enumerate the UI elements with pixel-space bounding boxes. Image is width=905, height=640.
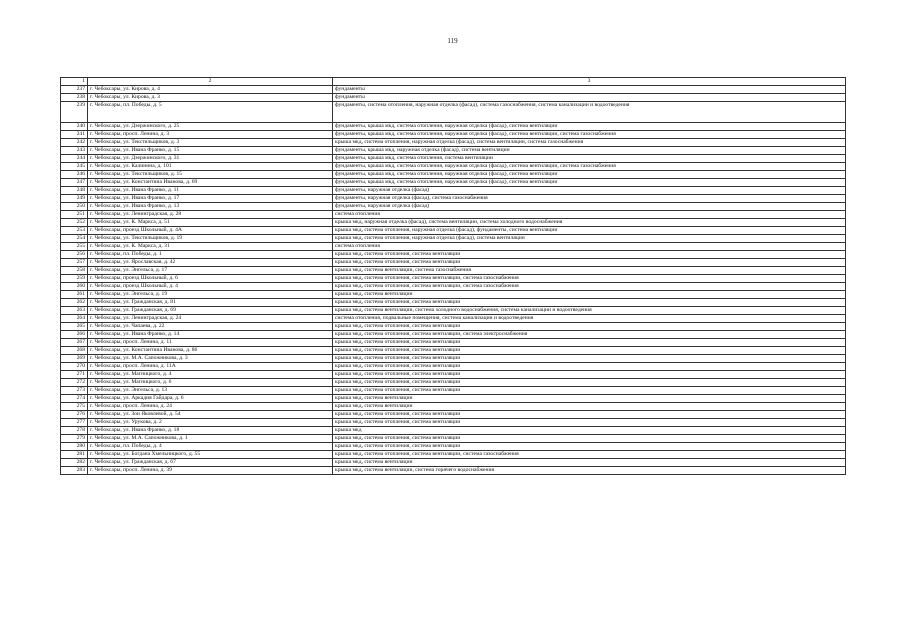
row-works: крыша мкд, система отопления, система вентиляции xyxy=(333,443,846,451)
row-number: 269 xyxy=(61,355,88,363)
row-number: 253 xyxy=(61,227,88,235)
row-address: г. Чебоксары, ул. Ивана Франко, д. 18 xyxy=(88,427,333,435)
row-address: г. Чебоксары, ул. Ивана Франко, д. 11 xyxy=(88,187,333,195)
table-row xyxy=(61,427,846,435)
table-row xyxy=(61,291,846,299)
row-number: 241 xyxy=(61,131,88,139)
table-row xyxy=(61,86,846,94)
table-row xyxy=(61,275,846,283)
row-address: г. Чебоксары, ул. Текстильщиков, д. 19 xyxy=(88,235,333,243)
row-number: 258 xyxy=(61,267,88,275)
row-works: крыша мкд, система отопления, система вентиляции xyxy=(333,371,846,379)
row-works: фундаменты, система отопления, наружная отделка (фасад), система газоснабжения, система канализации и водоотведения xyxy=(333,102,846,123)
table-row xyxy=(61,203,846,211)
row-address: г. Чебоксары, ул. Гражданская, д. 81 xyxy=(88,299,333,307)
row-number: 280 xyxy=(61,443,88,451)
table-row xyxy=(61,147,846,155)
row-number: 249 xyxy=(61,195,88,203)
table-row xyxy=(61,395,846,403)
row-works: крыша мкд, система отопления, система вентиляции xyxy=(333,323,846,331)
row-address: г. Чебоксары, ул. Ленинградская, д. 24 xyxy=(88,315,333,323)
row-address: г. Чебоксары, проезд Школьный, д. 4 xyxy=(88,283,333,291)
row-number: 274 xyxy=(61,395,88,403)
row-number: 261 xyxy=(61,291,88,299)
row-address: г. Чебоксары, ул. Гражданская, д. 69 xyxy=(88,307,333,315)
table-row xyxy=(61,331,846,339)
row-works: крыша мкд, система отопления, наружная отделка (фасад), система вентиляции, система газоснабжения xyxy=(333,139,846,147)
table-row xyxy=(61,307,846,315)
row-works: крыша мкд, система вентиляции, система холодного водоснабжения, система канализации и водоотведения xyxy=(333,307,846,315)
table-row xyxy=(61,227,846,235)
row-number: 270 xyxy=(61,363,88,371)
row-address: г. Чебоксары, ул. Ивана Франко, д. 13 xyxy=(88,203,333,211)
page-number: 119 xyxy=(447,37,458,45)
row-address: г. Чебоксары, ул. Дзержинского, д. 25 xyxy=(88,123,333,131)
row-address: г. Чебоксары, ул. К. Маркса, д. 51 xyxy=(88,219,333,227)
row-address: г. Чебоксары, ул. Дзержинского, д. 31 xyxy=(88,155,333,163)
row-address: г. Чебоксары, ул. Энгельса, д. 17 xyxy=(88,267,333,275)
row-works: крыша мкд, система отопления, система вентиляции xyxy=(333,435,846,443)
row-works: крыша мкд, система отопления, система вентиляции xyxy=(333,259,846,267)
row-address: г. Чебоксары, ул. Магницкого, д. 6 xyxy=(88,379,333,387)
table-row xyxy=(61,187,846,195)
row-number: 268 xyxy=(61,347,88,355)
row-works: крыша мкд, система отопления, система вентиляции, система электроснабжения xyxy=(333,331,846,339)
row-works: крыша мкд, система отопления, система вентиляции, система газоснабжения xyxy=(333,451,846,459)
row-number: 237 xyxy=(61,86,88,94)
row-address: г. Чебоксары, ул. М.А. Сапожникова, д. 1 xyxy=(88,435,333,443)
table-row xyxy=(61,379,846,387)
table-row xyxy=(61,323,846,331)
table-row xyxy=(61,435,846,443)
row-works: крыша мкд, система отопления, наружная отделка (фасад), фундаменты, система вентиляции xyxy=(333,227,846,235)
row-number: 238 xyxy=(61,94,88,102)
row-number: 272 xyxy=(61,379,88,387)
housing-repair-table xyxy=(60,77,846,475)
row-number: 259 xyxy=(61,275,88,283)
row-works: крыша мкд, система вентиляции, система газоснабжения xyxy=(333,267,846,275)
row-address: г. Чебоксары, ул. Чапаева, д. 22 xyxy=(88,323,333,331)
row-works: система отопления xyxy=(333,211,846,219)
row-address: г. Чебоксары, ул. Константина Иванова, д. 86 xyxy=(88,347,333,355)
row-works: крыша мкд, система отопления, система вентиляции xyxy=(333,355,846,363)
row-number: 239 xyxy=(61,102,88,123)
table-row xyxy=(61,419,846,427)
row-works: крыша мкд, система вентиляции xyxy=(333,291,846,299)
row-number: 275 xyxy=(61,403,88,411)
row-works: фундаменты xyxy=(333,94,846,102)
row-works: крыша мкд, система отопления, система вентиляции xyxy=(333,251,846,259)
row-address: г. Чебоксары, ул. Аркадия Гайдара, д. 6 xyxy=(88,395,333,403)
row-works: фундаменты, крыша мкд, наружная отделка (фасад), система вентиляции xyxy=(333,147,846,155)
table-row xyxy=(61,195,846,203)
row-works: фундаменты, крыша мкд, система отопления, наружная отделка (фасад), система вентиляции xyxy=(333,123,846,131)
row-works: крыша мкд, система отопления, система вентиляции xyxy=(333,419,846,427)
row-number: 256 xyxy=(61,251,88,259)
table-row xyxy=(61,451,846,459)
table-row xyxy=(61,171,846,179)
table-row xyxy=(61,211,846,219)
row-works: система отопления xyxy=(333,243,846,251)
row-number: 279 xyxy=(61,435,88,443)
row-number: 243 xyxy=(61,147,88,155)
row-number: 254 xyxy=(61,235,88,243)
table-row xyxy=(61,371,846,379)
row-address: г. Чебоксары, ул. Богдана Хмельницкого, д. 55 xyxy=(88,451,333,459)
table-row xyxy=(61,403,846,411)
table-row xyxy=(61,339,846,347)
row-number: 247 xyxy=(61,179,88,187)
row-number: 265 xyxy=(61,323,88,331)
row-number: 245 xyxy=(61,163,88,171)
row-address: г. Чебоксары, просп. Ленина, д. 11 xyxy=(88,339,333,347)
table-row xyxy=(61,139,846,147)
row-address: г. Чебоксары, ул. Энгельса, д. 13 xyxy=(88,387,333,395)
row-number: 251 xyxy=(61,211,88,219)
row-number: 244 xyxy=(61,155,88,163)
row-works: фундаменты, наружная отделка (фасад) xyxy=(333,187,846,195)
row-number: 281 xyxy=(61,451,88,459)
row-address: г. Чебоксары, ул. Гражданская, д. 67 xyxy=(88,459,333,467)
row-address: г. Чебоксары, пл. Победы, д. 4 xyxy=(88,443,333,451)
row-number: 248 xyxy=(61,187,88,195)
row-address: г. Чебоксары, ул. Ивана Франко, д. 14 xyxy=(88,331,333,339)
row-works: крыша мкд xyxy=(333,427,846,435)
row-address: г. Чебоксары, ул. К. Маркса, д. 31 xyxy=(88,243,333,251)
row-works: фундаменты, крыша мкд, система отопления, наружная отделка (фасад), система вентиляции, система газоснабжения xyxy=(333,163,846,171)
column-header-works: 3 xyxy=(333,78,846,86)
row-number: 240 xyxy=(61,123,88,131)
row-works: крыша мкд, система отопления, система вентиляции xyxy=(333,299,846,307)
row-number: 283 xyxy=(61,467,88,475)
column-header-number: 1 xyxy=(61,78,88,86)
row-number: 260 xyxy=(61,283,88,291)
row-works: фундаменты xyxy=(333,86,846,94)
row-address: г. Чебоксары, ул. Константина Иванова, д. 69 xyxy=(88,179,333,187)
row-works: фундаменты, крыша мкд, система отопления, наружная отделка (фасад), система вентиляции xyxy=(333,171,846,179)
row-address: г. Чебоксары, просп. Ленина, д. 3 xyxy=(88,131,333,139)
table-row xyxy=(61,163,846,171)
table-row xyxy=(61,243,846,251)
row-address: г. Чебоксары, проезд Школьный, д. 6 xyxy=(88,275,333,283)
table-row xyxy=(61,347,846,355)
row-address: г. Чебоксары, ул. Ярославская, д. 42 xyxy=(88,259,333,267)
row-number: 267 xyxy=(61,339,88,347)
row-address: г. Чебоксары, ул. Ивана Франко, д. 17 xyxy=(88,195,333,203)
row-works: крыша мкд, система отопления, наружная отделка (фасад), система вентиляции xyxy=(333,235,846,243)
row-works: фундаменты, крыша мкд, система отопления, система вентиляции xyxy=(333,155,846,163)
row-works: крыша мкд, система отопления, система вентиляции, система газоснабжения xyxy=(333,283,846,291)
row-works: крыша мкд, система вентиляции, система горячего водоснабжения xyxy=(333,467,846,475)
table-row xyxy=(61,155,846,163)
row-number: 266 xyxy=(61,331,88,339)
row-address: г. Чебоксары, ул. Кирова, д. 3 xyxy=(88,94,333,102)
row-address: г. Чебоксары, пл. Победы, д. 1 xyxy=(88,251,333,259)
row-works: фундаменты, наружная отделка (фасад) xyxy=(333,203,846,211)
row-number: 252 xyxy=(61,219,88,227)
row-address: г. Чебоксары, ул. Ленинградская, д. 28 xyxy=(88,211,333,219)
row-address: г. Чебоксары, проезд Школьный, д. 4А xyxy=(88,227,333,235)
table-body xyxy=(61,86,846,475)
row-address: г. Чебоксары, ул. Калинина, д. 101 xyxy=(88,163,333,171)
table-row xyxy=(61,131,846,139)
row-number: 276 xyxy=(61,411,88,419)
row-number: 277 xyxy=(61,419,88,427)
row-works: крыша мкд, система вентиляции xyxy=(333,395,846,403)
row-address: г. Чебоксары, просп. Ленина, д. 11А xyxy=(88,363,333,371)
row-works: крыша мкд, система отопления, система вентиляции xyxy=(333,347,846,355)
row-number: 271 xyxy=(61,371,88,379)
row-number: 263 xyxy=(61,307,88,315)
row-address: г. Чебоксары, ул. Кирова, д. 4 xyxy=(88,86,333,94)
table-row xyxy=(61,387,846,395)
row-works: фундаменты, крыша мкд, система отопления, наружная отделка (фасад), система вентиляции, система газоснабжения xyxy=(333,131,846,139)
table-row xyxy=(61,355,846,363)
row-address: г. Чебоксары, ул. Энгельса, д. 19 xyxy=(88,291,333,299)
row-number: 282 xyxy=(61,459,88,467)
row-works: крыша мкд, система отопления, система вентиляции xyxy=(333,339,846,347)
table-row xyxy=(61,299,846,307)
table-row xyxy=(61,179,846,187)
row-number: 246 xyxy=(61,171,88,179)
row-works: крыша мкд, наружная отделка (фасад), система вентиляции, система холодного водоснабжения xyxy=(333,219,846,227)
row-address: г. Чебоксары, ул. М.А. Сапожникова, д. 3 xyxy=(88,355,333,363)
table-row xyxy=(61,94,846,102)
row-address: г. Чебоксары, ул. Зои Яковлевой, д. 54 xyxy=(88,411,333,419)
row-number: 278 xyxy=(61,427,88,435)
row-works: фундаменты, крыша мкд, система отопления, наружная отделка (фасад), система вентиляции xyxy=(333,179,846,187)
table-row xyxy=(61,235,846,243)
row-number: 250 xyxy=(61,203,88,211)
row-works: система отопления, подвальные помещения, система канализации и водоотведения xyxy=(333,315,846,323)
table-row xyxy=(61,267,846,275)
table-row xyxy=(61,259,846,267)
row-number: 255 xyxy=(61,243,88,251)
table-row xyxy=(61,363,846,371)
table-row xyxy=(61,251,846,259)
table-row xyxy=(61,315,846,323)
row-address: г. Чебоксары, просп. Ленина, д. 24 xyxy=(88,403,333,411)
row-address: г. Чебоксары, ул. Текстильщиков, д. 3 xyxy=(88,139,333,147)
row-number: 273 xyxy=(61,387,88,395)
row-address: г. Чебоксары, ул. Текстильщиков, д. 15 xyxy=(88,171,333,179)
row-number: 264 xyxy=(61,315,88,323)
row-address: г. Чебоксары, ул. Ивана Франко, д. 15 xyxy=(88,147,333,155)
table-row xyxy=(61,459,846,467)
table-row xyxy=(61,443,846,451)
column-header-address: 2 xyxy=(88,78,333,86)
row-works: крыша мкд, система отопления, система вентиляции xyxy=(333,363,846,371)
table-row xyxy=(61,467,846,475)
row-works: крыша мкд, система отопления, система вентиляции xyxy=(333,379,846,387)
row-number: 242 xyxy=(61,139,88,147)
table-row xyxy=(61,411,846,419)
row-number: 257 xyxy=(61,259,88,267)
row-works: крыша мкд, система вентиляции xyxy=(333,403,846,411)
row-address: г. Чебоксары, ул. Урукова, д. 2 xyxy=(88,419,333,427)
row-works: крыша мкд, система отопления, система вентиляции, система газоснабжения xyxy=(333,275,846,283)
row-number: 262 xyxy=(61,299,88,307)
table-row xyxy=(61,123,846,131)
table-row xyxy=(61,283,846,291)
row-works: крыша мкд, система отопления, система вентиляции xyxy=(333,411,846,419)
row-works: фундаменты, наружная отделка (фасад), система газоснабжения xyxy=(333,195,846,203)
row-works: крыша мкд, система отопления, система вентиляции xyxy=(333,387,846,395)
row-address: г. Чебоксары, пл. Победы, д. 5 xyxy=(88,102,333,123)
table-row xyxy=(61,102,846,123)
table-header-row xyxy=(61,78,846,86)
row-works: крыша мкд, система вентиляции xyxy=(333,459,846,467)
row-address: г. Чебоксары, просп. Ленина, д. 39 xyxy=(88,467,333,475)
row-address: г. Чебоксары, ул. Магницкого, д. 4 xyxy=(88,371,333,379)
table-row xyxy=(61,219,846,227)
